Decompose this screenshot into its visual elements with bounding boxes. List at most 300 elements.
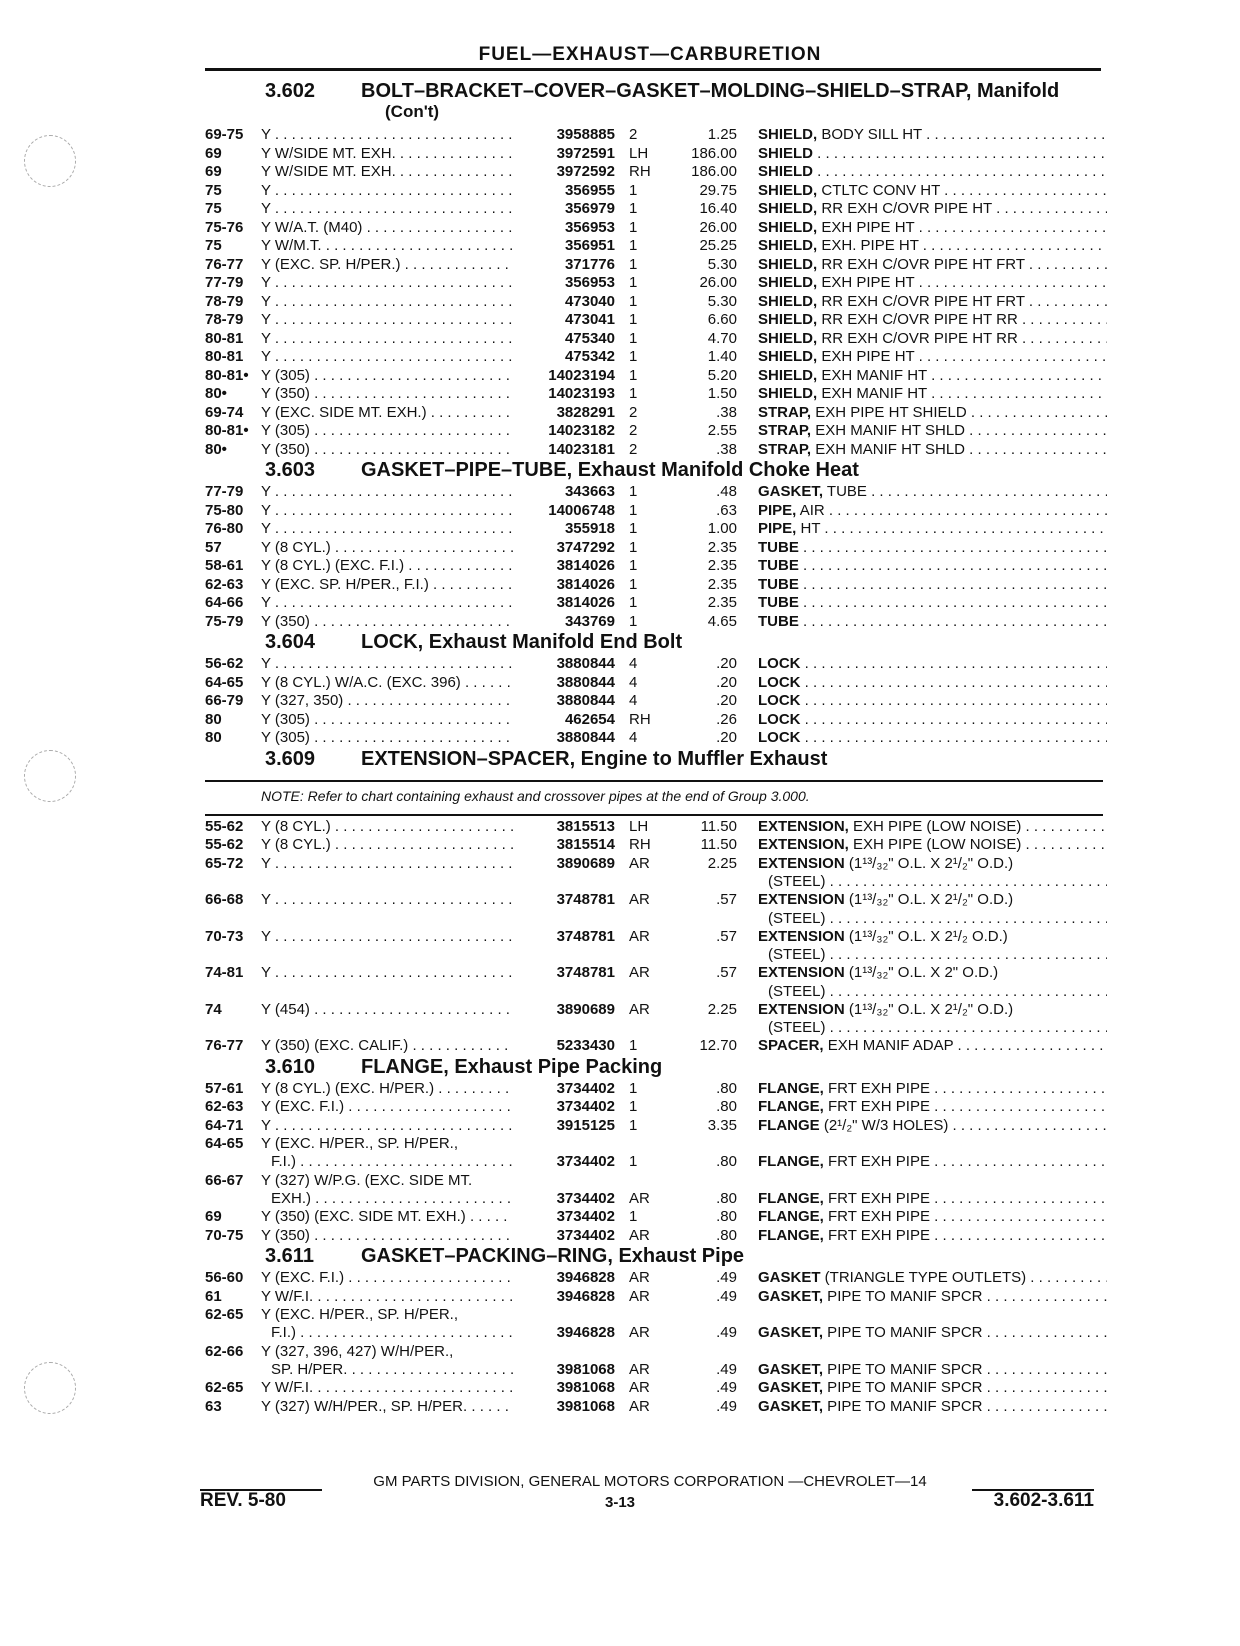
row-years: 66-67 bbox=[205, 1171, 244, 1189]
row-years: 76-77 bbox=[205, 255, 244, 273]
row-quantity: AR bbox=[629, 1189, 650, 1207]
row-application: Y (8 CYL.) (EXC. F.I.) . . . bbox=[261, 557, 513, 575]
row-part-number: 3734402 bbox=[556, 1098, 615, 1115]
catalog-row bbox=[205, 1324, 1107, 1343]
binder-hole-middle bbox=[24, 750, 76, 802]
row-years: 77-79 bbox=[205, 483, 244, 500]
row-part-number: 3815513 bbox=[556, 817, 615, 835]
catalog-row bbox=[205, 1037, 1107, 1056]
row-application: Y (EXC. SIDE MT. EXH.) . . . bbox=[261, 404, 513, 422]
row-years: 62-63 bbox=[205, 1098, 244, 1115]
catalog-row-continuation bbox=[205, 946, 1107, 964]
catalog-row bbox=[205, 594, 1107, 613]
row-part-name: FLANGE, FRT EXH PIPE . . . bbox=[758, 1153, 1107, 1171]
catalog-row bbox=[205, 674, 1107, 693]
row-application: Y (327, 396, 427) W/H/PER., bbox=[261, 1342, 454, 1360]
row-part-name: TUBE . . . bbox=[758, 557, 1107, 575]
row-quantity: 1 bbox=[629, 200, 638, 217]
row-price: .38 bbox=[716, 403, 737, 421]
row-price: .57 bbox=[716, 964, 737, 981]
section-title: LOCK, Exhaust Manifold End Bolt bbox=[361, 631, 683, 653]
row-years: 75-76 bbox=[205, 218, 244, 236]
row-quantity: 1 bbox=[629, 538, 638, 556]
row-quantity: 1 bbox=[629, 1098, 638, 1115]
catalog-row bbox=[205, 711, 1107, 730]
row-price: 2.25 bbox=[707, 1000, 737, 1018]
row-part-name: SHIELD, RR EXH C/OVR PIPE HT RR . . . bbox=[758, 311, 1107, 329]
row-quantity: AR bbox=[629, 1269, 650, 1286]
row-part-number: 3734402 bbox=[556, 1153, 615, 1170]
row-part-name: GASKET, PIPE TO MANIF SPCR . . . bbox=[758, 1398, 1107, 1416]
row-part-name: SHIELD, EXH PIPE HT . . . bbox=[758, 219, 1107, 237]
row-quantity: 1 bbox=[629, 237, 638, 254]
row-price: 6.60 bbox=[707, 311, 737, 328]
catalog-row-first-line bbox=[205, 1306, 1107, 1324]
row-application: Y W/SIDE MT. EXH. . . . bbox=[261, 145, 513, 163]
row-part-name: FLANGE, FRT EXH PIPE . . . bbox=[758, 1227, 1107, 1245]
row-price: .80 bbox=[716, 1153, 737, 1170]
row-price: 2.35 bbox=[707, 594, 737, 611]
row-part-number: 3981068 bbox=[556, 1397, 615, 1415]
catalog-row bbox=[205, 1080, 1107, 1099]
row-part-name: STRAP, EXH MANIF HT SHLD . . . bbox=[758, 422, 1107, 440]
row-application: Y . . . bbox=[261, 502, 513, 520]
row-price: .49 bbox=[716, 1397, 737, 1415]
row-part-number: 3748781 bbox=[556, 927, 615, 945]
row-price: .49 bbox=[716, 1269, 737, 1286]
row-part-name: SHIELD, EXH PIPE HT . . . bbox=[758, 274, 1107, 292]
row-years: 69-74 bbox=[205, 403, 244, 421]
catalog-row bbox=[205, 126, 1107, 145]
row-part-number: 3815514 bbox=[556, 836, 615, 853]
row-application: Y (EXC. F.I.) . . . bbox=[261, 1098, 513, 1116]
row-application: Y (8 CYL.) . . . bbox=[261, 836, 513, 854]
row-application: Y (8 CYL.) (EXC. H/PER.) . . . bbox=[261, 1080, 513, 1098]
row-application: Y (EXC. H/PER., SP. H/PER., bbox=[261, 1306, 459, 1323]
row-application: Y . . . bbox=[261, 182, 513, 200]
catalog-row bbox=[205, 330, 1107, 349]
row-quantity: RH bbox=[629, 836, 651, 853]
row-quantity: AR bbox=[629, 927, 650, 945]
row-part-name: FLANGE, FRT EXH PIPE . . . bbox=[758, 1098, 1107, 1116]
row-application: Y . . . bbox=[261, 293, 513, 311]
row-application: Y (8 CYL.) W/A.C. (EXC. 396) . . . bbox=[261, 674, 513, 692]
section-title: GASKET–PIPE–TUBE, Exhaust Manifold Choke Heat bbox=[361, 459, 859, 481]
row-years: 65-72 bbox=[205, 854, 244, 872]
row-quantity: 1 bbox=[629, 520, 638, 537]
section-number: 3.604 bbox=[265, 631, 316, 653]
row-application: Y (305) . . . bbox=[261, 711, 513, 729]
row-quantity: 1 bbox=[629, 255, 638, 273]
row-years: 77-79 bbox=[205, 274, 244, 291]
catalog-row bbox=[205, 145, 1107, 164]
catalog-row bbox=[205, 1190, 1107, 1209]
row-application: Y (350) . . . bbox=[261, 1227, 513, 1245]
section-heading-3611 bbox=[205, 1245, 1107, 1269]
row-quantity: 1 bbox=[629, 1208, 638, 1225]
catalog-row bbox=[205, 1208, 1107, 1227]
catalog-row-continuation bbox=[205, 873, 1107, 891]
catalog-row-first-line bbox=[205, 1135, 1107, 1153]
row-application: Y . . . bbox=[261, 891, 513, 909]
row-price: 4.70 bbox=[707, 329, 737, 347]
row-application: Y (305) . . . bbox=[261, 422, 513, 440]
row-quantity: 1 bbox=[629, 483, 638, 500]
row-part-number: 3958885 bbox=[556, 126, 615, 143]
row-price: 29.75 bbox=[699, 181, 737, 199]
section-continued bbox=[205, 104, 1107, 126]
section-heading-3603 bbox=[205, 459, 1107, 483]
row-application: Y . . . bbox=[261, 520, 513, 538]
row-price: 2.35 bbox=[707, 575, 737, 593]
catalog-row bbox=[205, 928, 1107, 947]
row-part-name: SHIELD, RR EXH C/OVR PIPE HT . . . bbox=[758, 200, 1107, 218]
section-heading-3602 bbox=[205, 80, 1107, 104]
row-part-name: SHIELD, EXH MANIF HT . . . bbox=[758, 385, 1107, 403]
row-quantity: AR bbox=[629, 1360, 650, 1378]
section-rows-3603 bbox=[205, 483, 1107, 631]
row-quantity: 1 bbox=[629, 557, 638, 574]
row-part-name: TUBE . . . bbox=[758, 576, 1107, 594]
row-quantity: AR bbox=[629, 1379, 650, 1396]
catalog-row-continuation bbox=[205, 910, 1107, 928]
row-price: .49 bbox=[716, 1360, 737, 1378]
row-part-number: 343663 bbox=[564, 483, 615, 500]
row-years: 66-68 bbox=[205, 891, 244, 908]
catalog-row bbox=[205, 483, 1107, 502]
row-application: Y (8 CYL.) . . . bbox=[261, 818, 513, 836]
row-application: Y . . . bbox=[261, 1117, 513, 1135]
row-application: Y (EXC. H/PER., SP. H/PER., bbox=[261, 1135, 459, 1152]
row-application: Y (350) (EXC. CALIF.) . . . bbox=[261, 1037, 513, 1055]
row-application: Y W/F.I. . . . bbox=[261, 1288, 513, 1306]
row-price: .80 bbox=[716, 1208, 737, 1225]
section-rows-3611 bbox=[205, 1269, 1107, 1416]
row-part-number: 3880844 bbox=[556, 673, 615, 691]
binder-hole-bottom bbox=[24, 1362, 76, 1414]
row-quantity: 1 bbox=[629, 385, 638, 402]
catalog-row bbox=[205, 1361, 1107, 1380]
row-part-name: EXTENSION (1¹³/₃₂" O.L. X 2" O.D.) bbox=[758, 964, 999, 981]
row-application-continued: F.I.) . . . bbox=[271, 1153, 513, 1171]
row-part-number: 3734402 bbox=[556, 1208, 615, 1225]
row-application: Y (8 CYL.) . . . bbox=[261, 539, 513, 557]
row-part-name: SHIELD . . . bbox=[758, 163, 1107, 181]
catalog-row bbox=[205, 539, 1107, 558]
row-part-name: EXTENSION, EXH PIPE (LOW NOISE) . . . bbox=[758, 818, 1107, 836]
row-quantity: 1 bbox=[629, 501, 638, 519]
row-application: Y (350) (EXC. SIDE MT. EXH.) . . . bbox=[261, 1208, 513, 1226]
row-years: 78-79 bbox=[205, 311, 244, 328]
row-application-continued: EXH.) . . . bbox=[271, 1190, 513, 1208]
row-price: .49 bbox=[716, 1379, 737, 1396]
row-part-name: GASKET, PIPE TO MANIF SPCR . . . bbox=[758, 1361, 1107, 1379]
row-price: .80 bbox=[716, 1226, 737, 1244]
row-part-number: 3880844 bbox=[556, 729, 615, 746]
row-years: 55-62 bbox=[205, 817, 244, 835]
row-quantity: LH bbox=[629, 144, 649, 162]
row-price: 2.35 bbox=[707, 538, 737, 556]
row-quantity: AR bbox=[629, 1397, 650, 1415]
row-years: 55-62 bbox=[205, 836, 244, 853]
row-part-name: PIPE, HT . . . bbox=[758, 520, 1107, 538]
section-number: 3.602 bbox=[265, 80, 316, 102]
row-years: 76-77 bbox=[205, 1037, 244, 1054]
row-application: Y . . . bbox=[261, 200, 513, 218]
row-part-name: LOCK . . . bbox=[758, 729, 1107, 747]
row-quantity: 2 bbox=[629, 126, 638, 143]
row-part-name: SHIELD, EXH MANIF HT . . . bbox=[758, 367, 1107, 385]
row-part-name: EXTENSION (1¹³/₃₂" O.L. X 2¹/₂" O.D.) bbox=[758, 1000, 1014, 1018]
row-part-number: 462654 bbox=[564, 710, 615, 728]
row-quantity: RH bbox=[629, 710, 651, 728]
row-part-name: EXTENSION (1¹³/₃₂" O.L. X 2¹/₂" O.D.) bbox=[758, 891, 1014, 908]
footer-publisher-line: GM PARTS DIVISION, GENERAL MOTORS CORPORATION —CHEVROLET—14 bbox=[373, 1473, 927, 1490]
row-price: .26 bbox=[716, 710, 737, 728]
footer-section-range: 3.602-3.611 bbox=[993, 1490, 1094, 1511]
section-heading-3604 bbox=[205, 631, 1107, 655]
row-part-number: 14023193 bbox=[548, 385, 615, 402]
catalog-row bbox=[205, 818, 1107, 837]
catalog-row bbox=[205, 1269, 1107, 1288]
row-part-number: 3946828 bbox=[556, 1324, 615, 1341]
row-part-name: SPACER, EXH MANIF ADAP . . . bbox=[758, 1037, 1107, 1055]
row-years: 75 bbox=[205, 237, 222, 254]
row-part-number: 3734402 bbox=[556, 1189, 615, 1207]
row-quantity: 1 bbox=[629, 181, 638, 199]
row-quantity: 1 bbox=[629, 612, 638, 630]
row-part-number: 3880844 bbox=[556, 692, 615, 709]
catalog-row bbox=[205, 256, 1107, 275]
catalog-row bbox=[205, 1398, 1107, 1417]
catalog-row bbox=[205, 836, 1107, 855]
row-quantity: 1 bbox=[629, 1079, 638, 1097]
row-part-name-continued: (STEEL) . . . bbox=[768, 1019, 1107, 1037]
row-quantity: 1 bbox=[629, 274, 638, 291]
row-years: 80-81• bbox=[205, 422, 249, 439]
section-heading-3609 bbox=[205, 748, 1107, 772]
catalog-row bbox=[205, 1379, 1107, 1398]
row-part-number: 475340 bbox=[564, 329, 615, 347]
row-years: 64-65 bbox=[205, 673, 244, 691]
row-price: .20 bbox=[716, 692, 737, 709]
row-years: 80-81• bbox=[205, 366, 249, 384]
section-title: BOLT–BRACKET–COVER–GASKET–MOLDING–SHIELD–STRAP, Manifold bbox=[361, 80, 1060, 102]
row-application: Y (327, 350) . . . bbox=[261, 692, 513, 710]
row-part-name: PIPE, AIR . . . bbox=[758, 502, 1107, 520]
row-years: 80• bbox=[205, 385, 227, 402]
row-part-number: 475342 bbox=[564, 348, 615, 365]
row-quantity: AR bbox=[629, 1287, 650, 1305]
section-heading-3610 bbox=[205, 1056, 1107, 1080]
row-application: Y . . . bbox=[261, 855, 513, 873]
row-years: 80-81 bbox=[205, 329, 244, 347]
row-part-name: SHIELD, RR EXH C/OVR PIPE HT FRT . . . bbox=[758, 256, 1107, 274]
row-price: 3.35 bbox=[707, 1116, 737, 1134]
row-price: .20 bbox=[716, 655, 737, 672]
row-price: 5.30 bbox=[707, 255, 737, 273]
row-years: 74 bbox=[205, 1000, 222, 1018]
row-part-name: LOCK . . . bbox=[758, 674, 1107, 692]
row-part-name-continued: (STEEL) . . . bbox=[768, 910, 1107, 928]
row-quantity: 2 bbox=[629, 422, 638, 439]
catalog-row bbox=[205, 692, 1107, 711]
row-price: .20 bbox=[716, 673, 737, 691]
row-application: Y (327) W/H/PER., SP. H/PER. . . . bbox=[261, 1398, 513, 1416]
row-years: 64-65 bbox=[205, 1135, 244, 1152]
catalog-row bbox=[205, 520, 1107, 539]
catalog-row bbox=[205, 1098, 1107, 1117]
row-application: Y (EXC. F.I.) . . . bbox=[261, 1269, 513, 1287]
row-years: 62-63 bbox=[205, 575, 244, 593]
row-part-number: 3946828 bbox=[556, 1287, 615, 1305]
row-part-name: SHIELD, CTLTC CONV HT . . . bbox=[758, 182, 1107, 200]
row-application: Y (350) . . . bbox=[261, 613, 513, 631]
row-part-name: STRAP, EXH PIPE HT SHIELD . . . bbox=[758, 404, 1107, 422]
catalog-row bbox=[205, 219, 1107, 238]
section-rows-3610 bbox=[205, 1080, 1107, 1246]
catalog-row bbox=[205, 502, 1107, 521]
row-application-continued: SP. H/PER. . . . bbox=[271, 1361, 513, 1379]
row-years: 63 bbox=[205, 1397, 222, 1415]
row-part-name-continued: (STEEL) . . . bbox=[768, 946, 1107, 964]
row-part-name: EXTENSION (1¹³/₃₂" O.L. X 2¹/₂" O.D.) bbox=[758, 854, 1014, 872]
row-years: 70-75 bbox=[205, 1226, 244, 1244]
section-rows-3609 bbox=[205, 818, 1107, 1056]
row-quantity: AR bbox=[629, 1226, 650, 1244]
row-price: .57 bbox=[716, 891, 737, 908]
row-part-name: FLANGE (2¹/₂" W/3 HOLES) . . . bbox=[758, 1117, 1107, 1135]
row-quantity: RH bbox=[629, 163, 651, 180]
row-application: Y (327) W/P.G. (EXC. SIDE MT. bbox=[261, 1171, 473, 1189]
row-quantity: 1 bbox=[629, 329, 638, 347]
row-years: 75 bbox=[205, 181, 222, 199]
row-years: 64-66 bbox=[205, 594, 244, 611]
row-part-name: FLANGE, FRT EXH PIPE . . . bbox=[758, 1080, 1107, 1098]
row-part-name: LOCK . . . bbox=[758, 655, 1107, 673]
continued-label: (Con't) bbox=[385, 102, 440, 121]
row-application: Y . . . bbox=[261, 330, 513, 348]
row-price: .63 bbox=[716, 501, 737, 519]
row-application: Y . . . bbox=[261, 964, 513, 982]
catalog-row bbox=[205, 1153, 1107, 1172]
row-part-name: LOCK . . . bbox=[758, 711, 1107, 729]
row-part-number: 3747292 bbox=[556, 538, 615, 556]
row-part-number: 356951 bbox=[564, 237, 615, 254]
row-part-number: 3880844 bbox=[556, 655, 615, 672]
row-price: 5.30 bbox=[707, 292, 737, 310]
row-years: 80 bbox=[205, 710, 222, 728]
catalog-row bbox=[205, 1227, 1107, 1246]
row-part-name: TUBE . . . bbox=[758, 594, 1107, 612]
row-quantity: LH bbox=[629, 817, 649, 835]
catalog-row bbox=[205, 891, 1107, 910]
row-part-number: 3828291 bbox=[556, 403, 615, 421]
row-years: 56-62 bbox=[205, 655, 244, 672]
section-number: 3.603 bbox=[265, 459, 316, 481]
catalog-row-first-line bbox=[205, 1343, 1107, 1361]
row-part-number: 14023182 bbox=[548, 422, 615, 439]
section-note bbox=[205, 784, 1107, 810]
catalog-row bbox=[205, 163, 1107, 182]
row-part-name: TUBE . . . bbox=[758, 613, 1107, 631]
row-application: Y (EXC. SP. H/PER.) . . . bbox=[261, 256, 513, 274]
row-quantity: 1 bbox=[629, 366, 638, 384]
row-years: 78-79 bbox=[205, 292, 244, 310]
row-price: 5.20 bbox=[707, 366, 737, 384]
row-quantity: 4 bbox=[629, 655, 638, 672]
row-part-number: 3981068 bbox=[556, 1379, 615, 1396]
catalog-row bbox=[205, 964, 1107, 983]
catalog-row bbox=[205, 557, 1107, 576]
catalog-row bbox=[205, 655, 1107, 674]
row-price: 16.40 bbox=[699, 200, 737, 217]
binder-hole-top bbox=[24, 135, 76, 187]
row-price: .80 bbox=[716, 1098, 737, 1115]
row-application: Y (305) . . . bbox=[261, 367, 513, 385]
row-application-continued: F.I.) . . . bbox=[271, 1324, 513, 1342]
catalog-row-continuation bbox=[205, 1019, 1107, 1037]
row-quantity: AR bbox=[629, 854, 650, 872]
row-part-number: 3890689 bbox=[556, 1000, 615, 1018]
row-price: 25.25 bbox=[699, 237, 737, 254]
row-part-name: SHIELD, RR EXH C/OVR PIPE HT FRT . . . bbox=[758, 293, 1107, 311]
note-rule-bottom bbox=[205, 810, 1107, 818]
row-application: Y (454) . . . bbox=[261, 1001, 513, 1019]
section-title: GASKET–PACKING–RING, Exhaust Pipe bbox=[361, 1245, 745, 1267]
row-part-number: 356953 bbox=[564, 274, 615, 291]
note-text: NOTE: Refer to chart containing exhaust and crossover pipes at the end of Group 3.000. bbox=[261, 787, 810, 804]
section-title: FLANGE, Exhaust Pipe Packing bbox=[361, 1055, 663, 1078]
row-price: 11.50 bbox=[700, 836, 737, 853]
row-application: Y . . . bbox=[261, 655, 513, 673]
row-price: 26.00 bbox=[699, 218, 737, 236]
row-years: 62-65 bbox=[205, 1379, 244, 1396]
row-quantity: 1 bbox=[629, 218, 638, 236]
row-part-number: 5233430 bbox=[556, 1037, 615, 1054]
row-application: Y (305) . . . bbox=[261, 729, 513, 747]
catalog-row bbox=[205, 348, 1107, 367]
row-part-number: 356955 bbox=[564, 181, 615, 199]
catalog-row bbox=[205, 293, 1107, 312]
row-quantity: 2 bbox=[629, 403, 638, 421]
row-years: 80• bbox=[205, 440, 227, 458]
row-part-number: 3972591 bbox=[556, 144, 615, 162]
row-years: 57 bbox=[205, 538, 222, 556]
row-price: 26.00 bbox=[699, 274, 737, 291]
row-application: Y . . . bbox=[261, 928, 513, 946]
row-years: 69 bbox=[205, 163, 222, 180]
row-price: 1.50 bbox=[707, 385, 737, 402]
row-part-number: 14023181 bbox=[548, 440, 615, 458]
row-part-name: SHIELD, EXH PIPE HT . . . bbox=[758, 348, 1107, 366]
row-quantity: 4 bbox=[629, 692, 638, 709]
row-part-number: 473040 bbox=[564, 292, 615, 310]
row-years: 76-80 bbox=[205, 520, 244, 537]
row-application: Y . . . bbox=[261, 274, 513, 292]
row-application: Y (350) . . . bbox=[261, 441, 513, 459]
row-price: .49 bbox=[716, 1287, 737, 1305]
row-application: Y W/M.T. . . . bbox=[261, 237, 513, 255]
catalog-row bbox=[205, 1288, 1107, 1307]
parts-catalog bbox=[205, 80, 1107, 1416]
row-part-number: 3734402 bbox=[556, 1079, 615, 1097]
row-price: .38 bbox=[716, 440, 737, 458]
section-title: EXTENSION–SPACER, Engine to Muffler Exhaust bbox=[361, 747, 828, 770]
row-years: 57-61 bbox=[205, 1079, 244, 1097]
row-part-number: 3748781 bbox=[556, 891, 615, 908]
row-years: 69 bbox=[205, 1208, 222, 1225]
